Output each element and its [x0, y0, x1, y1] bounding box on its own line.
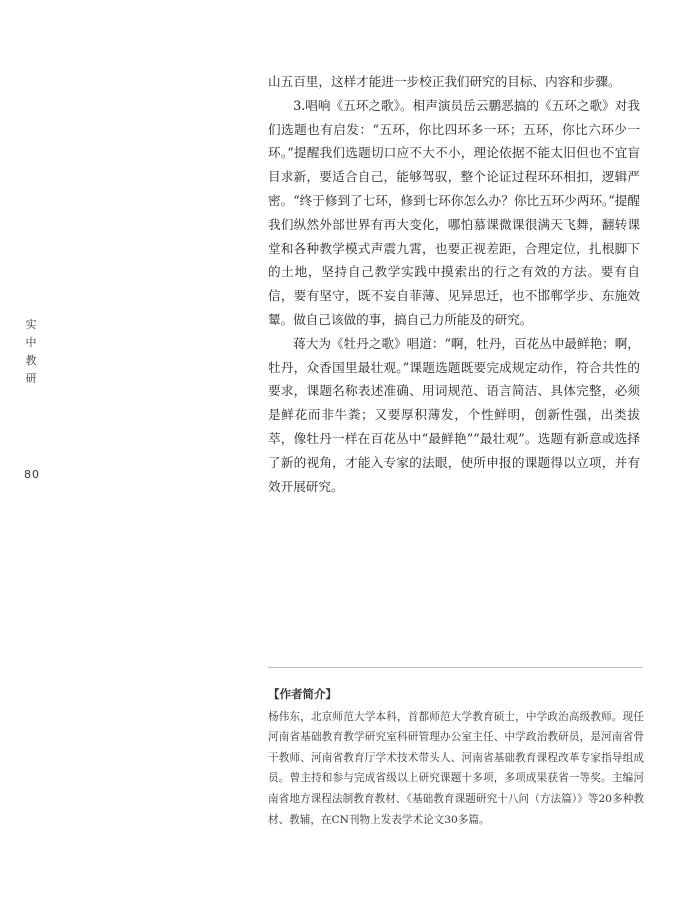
author-bio-text: 杨伟东，北京师范大学本科，首都师范大学教育硕士，中学政治高级教师。现任河南省基础教育教学研究室科研管理办公室主任、中学政治教研员，是河南省骨干教师、河南省教育厅学术技术带头人、河南省基础教育课程改革专家指导组成员。曾主持和参与完成省级以上研究课题十多项，多项成果获省一等奖。主编河南省地方课程法制教育教材、《基础教育课题研究十八问（方法篇）》等20多种教材、教辅，在CN刊物上发表学术论文30多篇。 [268, 710, 644, 826]
paragraph-peony-song: 蒋大为《牡丹之歌》唱道：“啊，牡丹，百花丛中最鲜艳；啊，牡丹，众香国里最壮观。”课题选题既要完成规定动作，符合共性的要求，课题名称表述准确、用词规范、语言简洁、具体完整，必须是鲜花而非牛粪；又要厚积薄发，个性鲜明，创新性强，出类拔萃，像牡丹一样在百花丛中“最鲜艳”“最壮观”。选题有新意或选择了新的视角，才能入专家的法眼，使所申报的课题得以立项，并有效开展研究。 [268, 335, 640, 494]
paragraph-continuation: 山五百里，这样才能进一步校正我们研究的目标、内容和步骤。 [268, 74, 621, 89]
section-title: 实中教研 [25, 318, 37, 385]
paragraph-five-rings-song: 3.唱响《五环之歌》。相声演员岳云鹏恶搞的《五环之歌》对我们选题也有启发：“五环，你比四环多一环；五环，你比六环少一环。”提醒我们选题切口应不大不小，理论依据不能太旧但也不宜盲目求新，要适合自己，能够驾驭，整个论证过程环环相扣，逻辑严密。“终于修到了七环，修到七环你怎么办？你比五环少两环。”提醒我们纵然外部世界有再大变化，哪怕慕课微课很满天飞舞，翻转课堂和各种教学模式声震九霄，也要正视差距，合理定位，扎根脚下的土地，坚持自己教学实践中摸索出的行之有效的方法。要有自信，要有坚守，既不妄自菲薄、见异思迁，也不邯郸学步、东施效颦。做自己该做的事，搞自己力所能及的研究。 [268, 97, 640, 327]
author-bio [268, 684, 644, 830]
author-bio-heading: 【作者简介】 [268, 687, 337, 701]
section-divider [268, 667, 642, 668]
page-number: 80 [24, 468, 40, 481]
article-body [268, 70, 640, 498]
